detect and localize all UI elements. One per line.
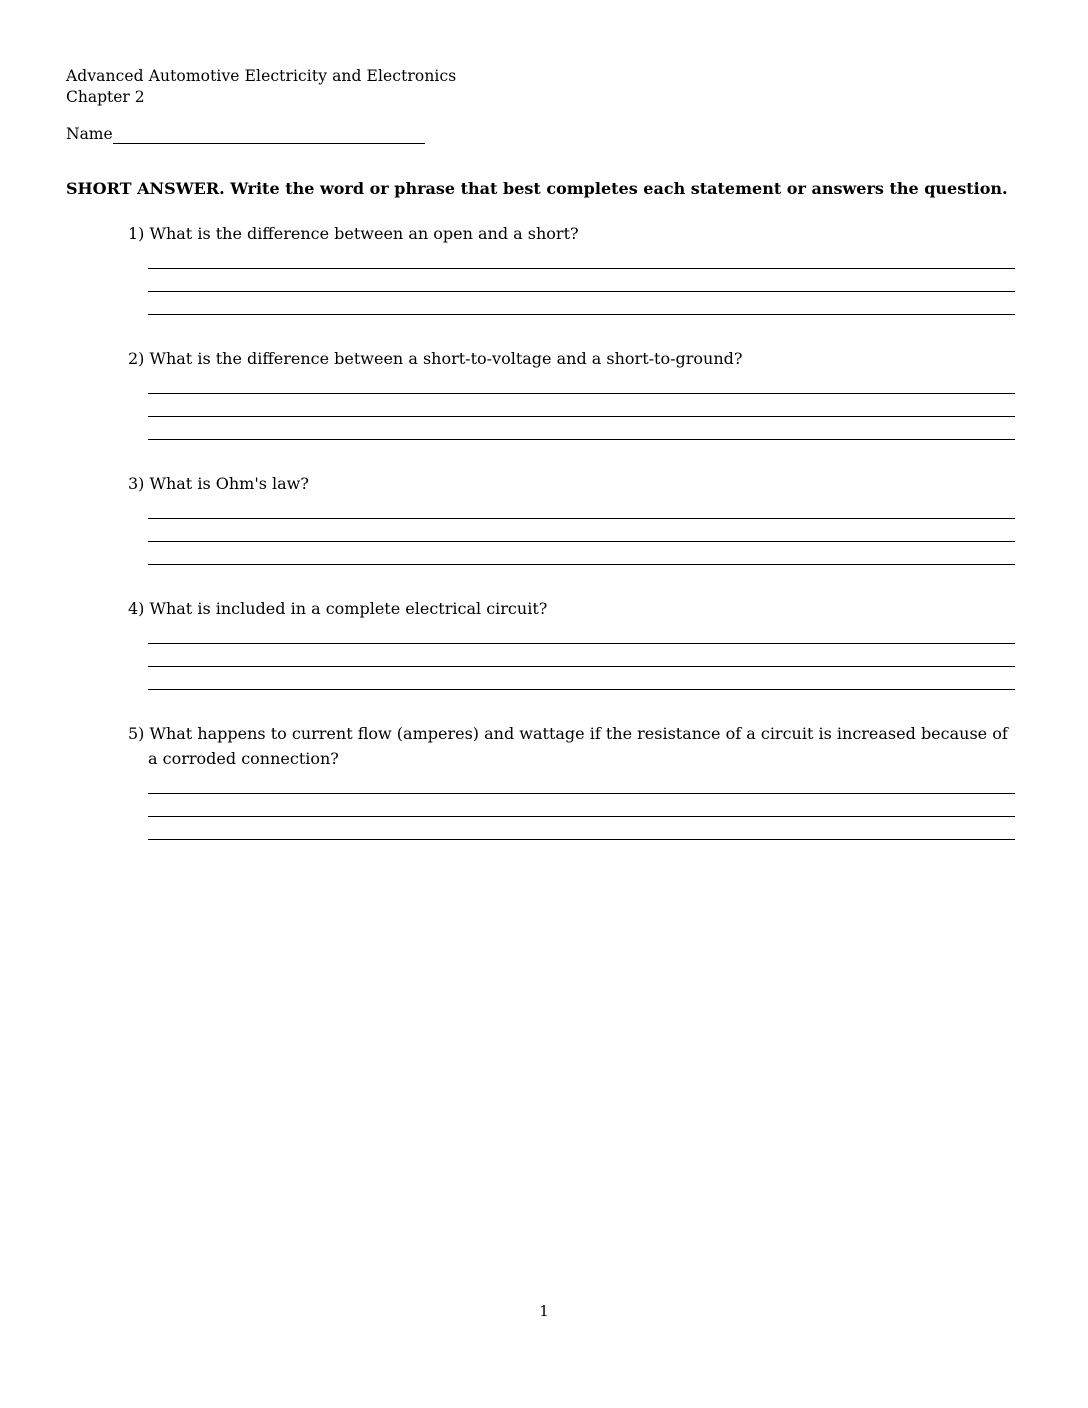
question-text-3	[128, 471, 1015, 496]
answer-lines-4	[148, 621, 1015, 690]
answer-lines-2	[148, 371, 1015, 440]
answer-lines-5	[148, 771, 1015, 840]
course-title: Advanced Automotive Electricity and Electronics	[66, 67, 457, 85]
question-body-3: What is Ohm's law?	[149, 474, 309, 493]
question-text-5	[128, 721, 1015, 771]
question-body-2: What is the difference between a short-to-voltage and a short-to-ground?	[149, 349, 743, 368]
answer-line	[148, 667, 1015, 690]
question-number-3: 3)	[128, 474, 145, 493]
answer-line	[148, 417, 1015, 440]
question-block-5	[66, 721, 1015, 840]
question-body-5: What happens to current flow (amperes) and wattage if the resistance of a circuit is increased because of a corroded connection?	[148, 724, 1008, 768]
answer-lines-1	[148, 246, 1015, 315]
answer-line	[148, 794, 1015, 817]
page-content	[66, 66, 1015, 840]
answer-line	[148, 621, 1015, 644]
answer-lines-3	[148, 496, 1015, 565]
question-block-2	[66, 346, 1015, 440]
question-block-4	[66, 596, 1015, 690]
answer-line	[148, 269, 1015, 292]
answer-line	[148, 519, 1015, 542]
question-number-5: 5)	[128, 724, 145, 743]
page-number: 1	[539, 1302, 549, 1320]
answer-line	[148, 394, 1015, 417]
question-body-4: What is included in a complete electrical circuit?	[149, 599, 548, 618]
question-block-1	[66, 221, 1015, 315]
question-number-2: 2)	[128, 349, 145, 368]
name-label: Name	[66, 125, 113, 143]
answer-line	[148, 542, 1015, 565]
question-number-4: 4)	[128, 599, 145, 618]
section-instructions: SHORT ANSWER. Write the word or phrase that best completes each statement or answers the question.	[66, 179, 1008, 198]
answer-line	[148, 371, 1015, 394]
question-block-3	[66, 471, 1015, 565]
name-blank-line	[113, 126, 425, 144]
question-number-1: 1)	[128, 224, 145, 243]
question-body-1: What is the difference between an open and a short?	[149, 224, 579, 243]
question-text-2	[128, 346, 1015, 371]
question-text-1	[128, 221, 1015, 246]
answer-line	[148, 292, 1015, 315]
answer-line	[148, 817, 1015, 840]
question-text-4	[128, 596, 1015, 621]
answer-line	[148, 496, 1015, 519]
chapter-subtitle: Chapter 2	[66, 88, 145, 106]
answer-line	[148, 771, 1015, 794]
answer-line	[148, 644, 1015, 667]
name-row	[66, 124, 1015, 144]
answer-line	[148, 246, 1015, 269]
